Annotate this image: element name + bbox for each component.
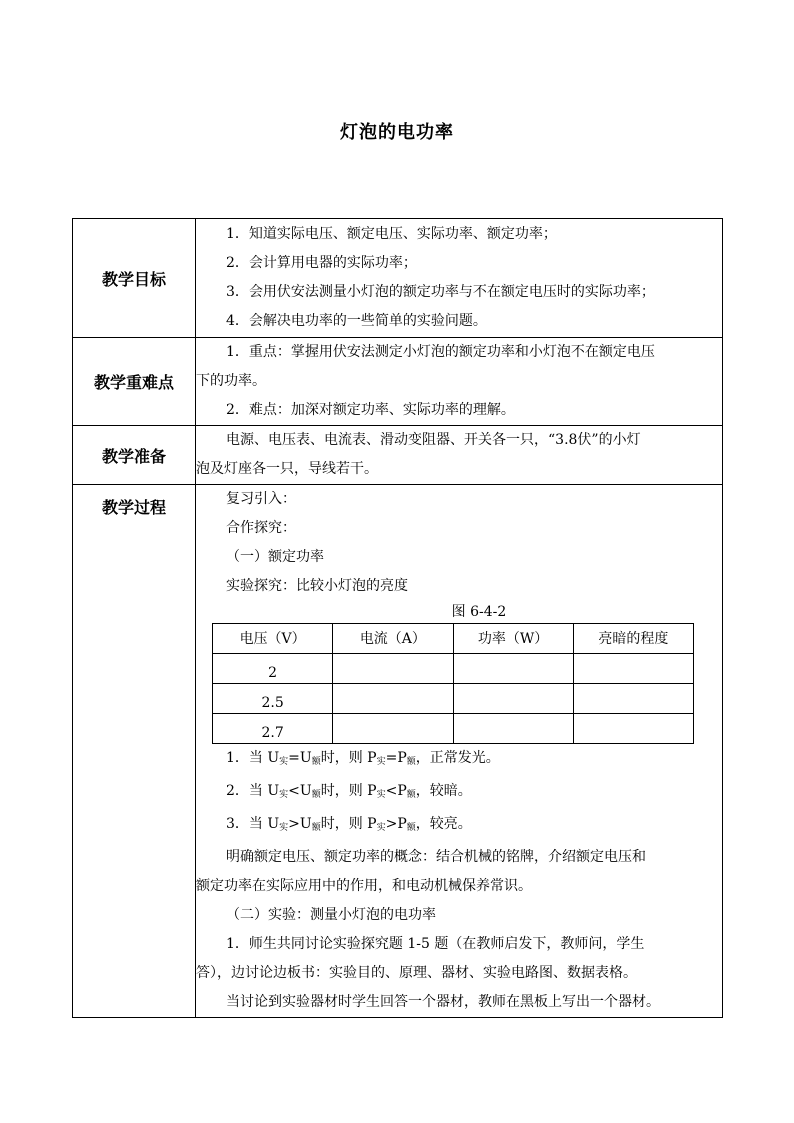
keypoints-content: [196, 338, 723, 426]
process-row: [73, 485, 723, 1018]
goal-item: 2．会计算用电器的实际功率；: [226, 255, 417, 271]
data-table-header: [213, 624, 694, 654]
discuss-text-cont: 答），边讨论边板书：实验目的、原理、器材、实验电路图、数据表格。: [196, 965, 637, 981]
data-table: [212, 623, 694, 744]
empty-cell: [453, 684, 573, 714]
voltage-cell: 2.5: [213, 684, 333, 714]
prep-line: 电源、电压表、电流表、滑动变阻器、开关各一只，“3.8伏”的小灯: [226, 432, 641, 448]
experiment-text: 实验探究：比较小灯泡的亮度: [226, 578, 408, 594]
conclusion-2: 2．当 $U_实<U_额$时，则 $P_实<P_额$，较暗。: [226, 783, 472, 800]
empty-cell: [573, 684, 693, 714]
goals-row: [73, 219, 723, 338]
empty-cell: [333, 714, 453, 744]
conclusion-1: 1．当 $U_实=U_额$时，则 $P_实=P_额$，正常发光。: [226, 750, 500, 767]
empty-cell: [573, 654, 693, 684]
data-table-row: [213, 714, 694, 744]
header-cell: 功率（W）: [453, 624, 573, 654]
prep-row: [73, 426, 723, 485]
goal-item: 3．会用伏安法测量小灯泡的额定功率与不在额定电压时的实际功率；: [226, 284, 655, 300]
goal-item: 4．会解决电功率的一些简单的实验问题。: [226, 313, 487, 329]
clarify-text-cont: 额定功率在实际应用中的作用，和电动机械保养常识。: [196, 878, 532, 894]
empty-cell: [573, 714, 693, 744]
last-text: 当讨论到实验器材时学生回答一个器材，教师在黑板上写出一个器材。: [226, 994, 660, 1010]
keypoint-item: 2．难点：加深对额定功率、实际功率的理解。: [226, 402, 515, 418]
keypoints-row: [73, 338, 723, 426]
empty-cell: [453, 714, 573, 744]
page-title: 灯泡的电功率: [340, 122, 454, 143]
conclusion-3: 3．当 $U_实>U_额$时，则 $P_实>P_额$，较亮。: [226, 816, 472, 833]
clarify-text: 明确额定电压、额定功率的概念：结合机械的铭牌，介绍额定电压和: [226, 849, 646, 865]
keypoints-label: 教学重难点: [73, 338, 196, 426]
header-cell: 电流（A）: [333, 624, 453, 654]
empty-cell: [333, 654, 453, 684]
section-1-heading: （一）额定功率: [226, 549, 324, 565]
discuss-text: 1．师生共同讨论实验探究题 1-5 题（在教师启发下，教师问，学生: [226, 936, 645, 952]
lesson-plan-table: [72, 218, 723, 1018]
coop-text: 合作探究：: [226, 520, 296, 536]
section-2-heading: （二）实验：测量小灯泡的电功率: [226, 907, 436, 923]
voltage-cell: 2: [213, 654, 333, 684]
prep-label: 教学准备: [73, 426, 196, 485]
goal-item: 1．知道实际电压、额定电压、实际功率、额定功率；: [226, 226, 557, 242]
data-table-row: [213, 684, 694, 714]
header-cell: 亮暗的程度: [573, 624, 693, 654]
prep-content: [196, 426, 723, 485]
data-table-row: [213, 654, 694, 684]
process-content: [196, 485, 723, 1018]
header-cell: 电压（V）: [213, 624, 333, 654]
review-text: 复习引入：: [226, 491, 296, 507]
voltage-cell: 2.7: [213, 714, 333, 744]
goals-content: [196, 219, 723, 338]
prep-line-cont: 泡及灯座各一只，导线若干。: [196, 461, 378, 477]
process-label: 教学过程: [73, 485, 196, 1018]
keypoint-item: 1．重点：掌握用伏安法测定小灯泡的额定功率和小灯泡不在额定电压: [226, 344, 655, 360]
keypoint-item-cont: 下的功率。: [196, 373, 266, 389]
empty-cell: [333, 684, 453, 714]
goals-label: 教学目标: [73, 219, 196, 338]
figure-label: 图 6-4-2: [451, 604, 507, 620]
empty-cell: [453, 654, 573, 684]
